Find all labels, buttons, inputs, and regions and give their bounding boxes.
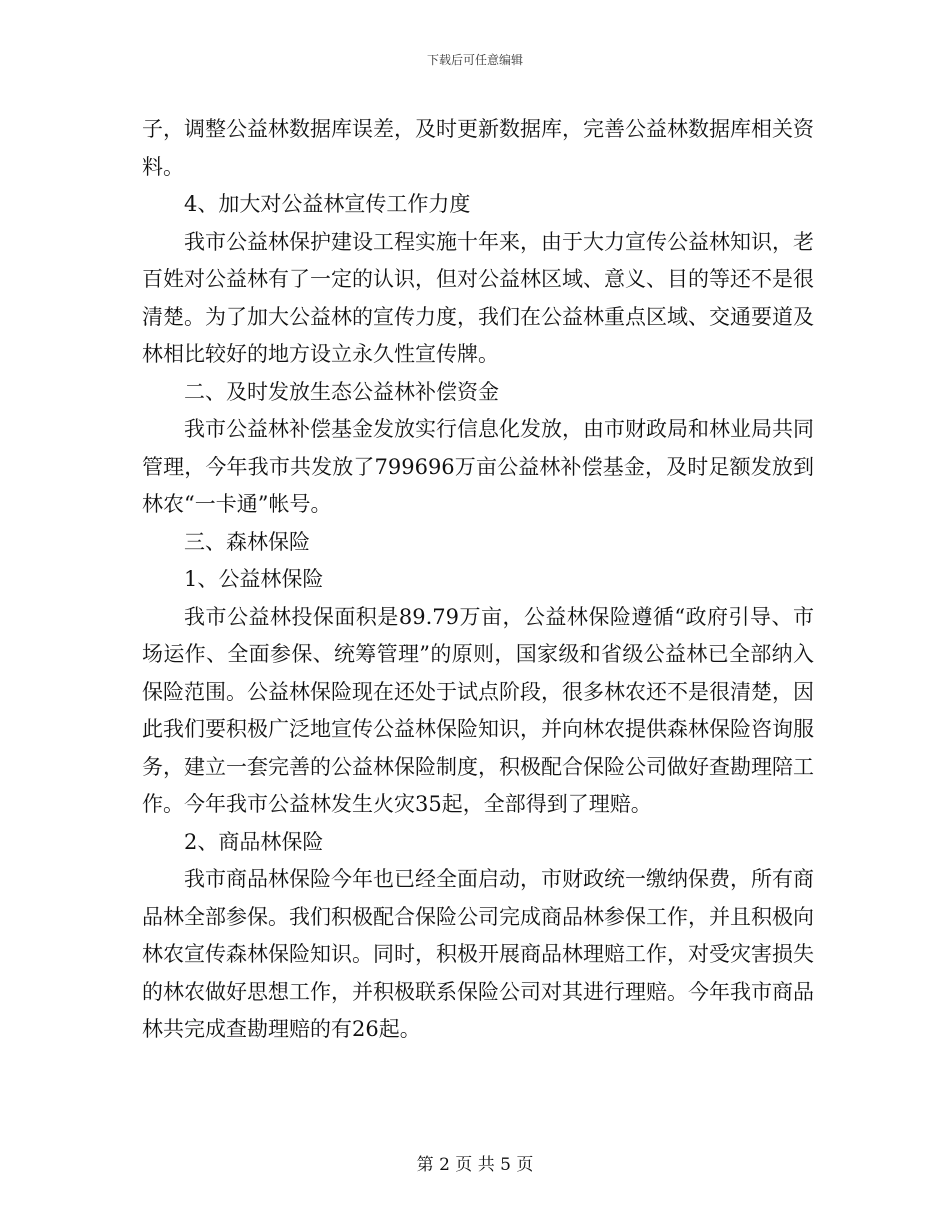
page-header-note: 下载后可任意编辑 <box>426 53 523 67</box>
heading-compensation-funds: 二、及时发放生态公益林补偿资金 <box>184 379 499 404</box>
heading-public-forest-insurance: 1、公益林保险 <box>184 567 324 591</box>
paragraph-public-forest-insurance: 我市公益林投保面积是89.79万亩，公益林保险遵循“政府引导、市场运作、全面参保、统筹管理”的原则，国家级和省级公益林已全部纳入保险范围。公益林保险现在还处于试点阶段，很多林农还不是很清楚，因此我们要积极广泛地宣传公益林保险知识，并向林农提供森林保险咨询服务，建立一套完善的公益林保险制度，积极配合保险公司做好查勘理陪工作。今年我市公益林发生火灾35起，全部得到了理赔。 <box>142 604 814 816</box>
heading-publicity-strength: 4、加大对公益林宣传工作力度 <box>184 192 471 216</box>
heading-commercial-forest-insurance: 2、商品林保险 <box>184 829 324 854</box>
document-body <box>142 111 814 1049</box>
paragraph-commercial-forest-insurance: 我市商品林保险今年也已经全面启动，市财政统一缴纳保费，所有商品林全部参保。我们积极配合保险公司完成商品林参保工作，并且积极向林农宣传森林保险知识。同时，积极开展商品林理赔工作，对受灾害损失的林农做好思想工作，并积极联系保险公司对其进行理赔。今年我市商品林共完成查勘理赔的有26起。 <box>142 867 814 1041</box>
paragraph-publicity: 我市公益林保护建设工程实施十年来，由于大力宣传公益林知识，老百姓对公益林有了一定的认识，但对公益林区域、意义、目的等还不是很清楚。为了加大公益林的宣传力度，我们在公益林重点区域、交通要道及林相比较好的地方设立永久性宣传牌。 <box>142 229 814 366</box>
paragraph-database-continuation: 子，调整公益林数据库误差，及时更新数据库，完善公益林数据库相关资料。 <box>142 117 814 179</box>
paragraph-compensation: 我市公益林补偿基金发放实行信息化发放，由市财政局和林业局共同管理，今年我市共发放了799696万亩公益林补偿基金，及时足额发放到林农“一卡通”帐号。 <box>142 417 814 516</box>
page-number-footer: 第 2 页 共 5 页 <box>416 1155 534 1175</box>
heading-forest-insurance: 三、森林保险 <box>184 529 310 554</box>
